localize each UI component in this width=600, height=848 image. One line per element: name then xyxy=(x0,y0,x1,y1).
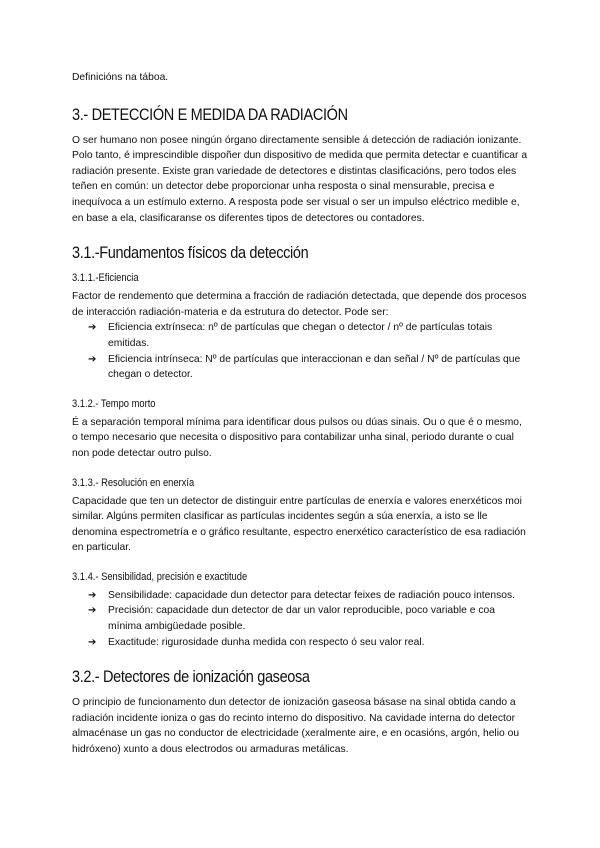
arrow-right-icon: ➔ xyxy=(88,589,97,601)
arrow-right-icon: ➔ xyxy=(88,353,97,365)
eficiencia-heading: 3.1.1.-Eficiencia xyxy=(72,272,139,285)
list-item: ➔ Precisión: capacidade dun detector de dar un valor reproducible, poco variable e coa mínima ambigüedade posible. xyxy=(88,605,495,633)
sensibilidade-list xyxy=(72,588,528,650)
document-page xyxy=(72,70,528,775)
tempo-morto-body: É a separación temporal mínima para identificar dous pulsos ou dúas sinais. Ou o que é o mesmo, o tempo necesario que necesita o dispositivo para contabilizar unha sinal, periodo durante o cual non pode detectar outro pulso. xyxy=(72,416,522,459)
resolucion-body: Capacidade que ten un detector de distinguir entre partículas de enerxía e valores enerxéticos moi similar. Algúns permiten clasificar as partículas incidentes según a súa enerxía, a isto se lle denomina espectrometría e o gráfico resultante, espectro enerxético característico de esa radiación en particular. xyxy=(72,495,526,554)
list-item: ➔ Exactitude: rigurosidade dunha medida con respecto ó seu valor real. xyxy=(88,635,528,651)
arrow-right-icon: ➔ xyxy=(88,322,97,334)
list-item: ➔ Eficiencia extrínseca: nº de partículas que chegan o detector / nº de partículas totais emitidas. xyxy=(88,322,493,349)
eficiencia-body: Factor de rendemento que determina a fracción de radiación detectada, que depende dos procesos de interacción radiación-materia e da estrutura do detector. Pode ser: xyxy=(72,291,527,318)
eficiencia-list xyxy=(72,320,528,382)
list-item: ➔ Eficiencia intrínseca: Nº de partículas que interaccionan e dan señal / Nº de partículas que chegan o detector. xyxy=(88,353,521,381)
arrow-right-icon: ➔ xyxy=(88,636,97,648)
resolucion-heading: 3.1.3.- Resolución en enerxía xyxy=(72,476,195,489)
section-3-1 xyxy=(72,243,528,650)
section-3-heading: 3.- DETECCIÓN E MEDIDA DA RADIACIÓN xyxy=(72,105,348,124)
tempo-morto-heading: 3.1.2.- Tempo morto xyxy=(72,397,156,410)
section-3-body: O ser humano non posee ningún órgano directamente sensible á detección de radiación ionizante. Polo tanto, é imprescindible dispoñer dun dispositivo de medida que permita detectar e cuantificar a radiación presente. Existe gran variedade de detectores e distintas clasificacións, pero todos eles teñen en común: un detector debe proporcionar unha resposta o sinal mensurable, precisa e inequívoca a un estímulo externo. A resposta pode ser visual o ser un impulso eléctrico medible e, en base a ela, clasificaranse os diferentes tipos de detectores ou contadores. xyxy=(72,134,528,224)
section-3 xyxy=(72,105,528,227)
subsection-tempo-morto xyxy=(72,397,528,462)
section-3-2 xyxy=(72,667,528,757)
subsection-eficiencia xyxy=(72,271,528,383)
sensibilidade-heading: 3.1.4.- Sensibilidad, precisión e exactitude xyxy=(72,570,248,583)
intro-text: Definicións na táboa. xyxy=(72,72,169,83)
arrow-right-icon: ➔ xyxy=(88,605,97,617)
section-3-1-heading: 3.1.-Fundamentos físicos da detección xyxy=(72,244,309,263)
section-3-2-body: O principio de funcionamento dun detector de ionización gaseosa básase na sinal obtida cando a radiación incidente ioniza o gas do recinto interno do dispositivo. Na cavidade interna do detector almacénase un gas no conductor de electricidade (xeralmente aire, e en ocasións, argón, helio ou hidróxeno) xunto a dous electrodos ou armaduras metálicas. xyxy=(72,697,520,756)
section-3-2-heading: 3.2.- Detectores de ionización gaseosa xyxy=(72,668,310,687)
list-item: ➔ Sensibilidade: capacidade dun detector para detectar feixes de radiación pouco intensos. xyxy=(88,588,528,604)
subsection-resolucion xyxy=(72,476,528,556)
subsection-sensibilidade xyxy=(72,570,528,650)
